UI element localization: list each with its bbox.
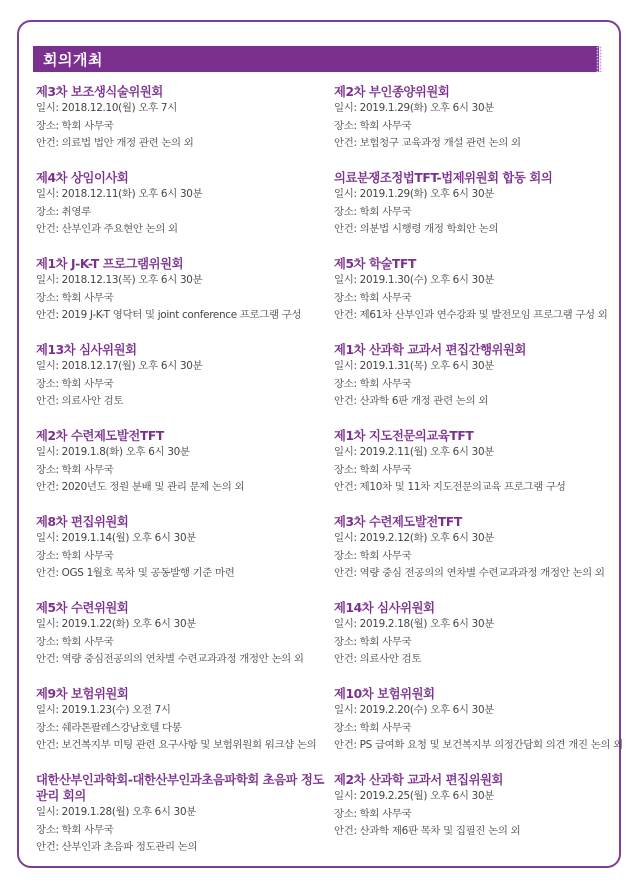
meeting-date: 일시: 2019.1.30(수) 오후 6시 30분 <box>334 274 494 286</box>
meeting-place: 장소: 학회 사무국 <box>36 635 114 648</box>
meeting-agenda: 안건: 제61차 산부인과 연수강좌 및 발전모임 프로그램 구성 외 <box>334 309 608 321</box>
meeting-agenda: 안건: 역량 중심전공의의 연차별 수련교과과정 개정안 논의 외 <box>36 653 304 665</box>
meeting-item <box>334 256 624 325</box>
meeting-title: 제8차 편집위원회 <box>36 515 129 529</box>
meeting-item <box>36 256 326 325</box>
meeting-title: 제2차 산과학 교과서 편집위원회 <box>334 773 504 787</box>
meeting-agenda: 안건: 산부인과 주요현안 논의 외 <box>36 223 178 235</box>
meeting-agenda: 안건: 의료법 법안 개정 관련 논의 외 <box>36 137 194 149</box>
meeting-place: 장소: 학회 사무국 <box>36 377 114 390</box>
meeting-place: 장소: 학회 사무국 <box>36 823 114 836</box>
meeting-title: 제10차 보험위원회 <box>334 687 435 701</box>
meeting-place: 장소: 학회 사무국 <box>334 635 412 648</box>
meeting-title: 제1차 산과학 교과서 편집간행위원회 <box>334 343 526 357</box>
meeting-date: 일시: 2019.1.28(월) 오후 6시 30분 <box>36 806 196 818</box>
meeting-item <box>36 514 326 583</box>
meeting-place: 장소: 학회 사무국 <box>36 549 114 562</box>
meeting-item <box>334 428 624 497</box>
meeting-date: 일시: 2019.1.22(화) 오후 6시 30분 <box>36 618 196 630</box>
meeting-place: 장소: 학회 사무국 <box>334 377 412 390</box>
header-dot-pattern <box>596 46 602 72</box>
meeting-item <box>36 170 326 239</box>
meeting-date: 일시: 2019.2.18(월) 오후 6시 30분 <box>334 618 494 630</box>
meeting-title: 제5차 학술TFT <box>334 257 416 271</box>
meeting-title: 제3차 수련제도발전TFT <box>334 515 462 529</box>
meeting-title: 제13차 심사위원회 <box>36 343 137 357</box>
section-title: 회의개최 <box>43 51 103 69</box>
meeting-agenda: 안건: 보건복지부 미팅 관련 요구사항 및 보험위원회 워크샵 논의 <box>36 739 317 751</box>
meeting-title: 제1차 지도전문의교육TFT <box>334 429 474 443</box>
meeting-place: 장소: 취영루 <box>36 205 91 218</box>
meeting-agenda: 안건: PS 급여화 요청 및 보건복지부 의정간담회 의견 개진 논의 외 <box>334 739 623 751</box>
meeting-place: 장소: 학회 사무국 <box>334 549 412 562</box>
meeting-item <box>36 686 326 755</box>
meeting-agenda: 안건: 의분법 시행령 개정 학회안 논의 <box>334 223 499 235</box>
meeting-place: 장소: 학회 사무국 <box>334 807 412 820</box>
meeting-place: 장소: 쉐라톤팔레스강남호텔 다봉 <box>36 721 182 734</box>
meeting-title: 의료분쟁조정법TFT-법제위원회 합동 회의 <box>334 171 553 185</box>
meeting-title: 제9차 보험위원회 <box>36 687 129 701</box>
meeting-date: 일시: 2018.12.10(월) 오후 7시 <box>36 102 177 114</box>
meeting-item <box>36 772 326 857</box>
meeting-agenda: 안건: 보험청구 교육과정 개설 관련 논의 외 <box>334 137 521 149</box>
meeting-date: 일시: 2019.1.8(화) 오후 6시 30분 <box>36 446 190 458</box>
meeting-place: 장소: 학회 사무국 <box>334 119 412 132</box>
meeting-title: 제5차 수련위원회 <box>36 601 129 615</box>
section-header <box>33 46 599 72</box>
meeting-date: 일시: 2019.2.25(월) 오후 6시 30분 <box>334 790 494 802</box>
meeting-item <box>36 342 326 411</box>
meeting-agenda: 안건: OGS 1월호 목차 및 공동발행 기준 마련 <box>36 567 235 579</box>
meeting-item <box>36 428 326 497</box>
meeting-date: 일시: 2018.12.11(화) 오후 6시 30분 <box>36 188 203 200</box>
meeting-item <box>334 772 624 841</box>
meeting-item <box>36 600 326 669</box>
meeting-item <box>334 170 624 239</box>
meeting-date: 일시: 2018.12.17(월) 오후 6시 30분 <box>36 360 203 372</box>
meeting-date: 일시: 2018.12.13(목) 오후 6시 30분 <box>36 274 203 286</box>
meeting-date: 일시: 2019.1.29(화) 오후 6시 30분 <box>334 188 494 200</box>
meeting-item <box>334 342 624 411</box>
meeting-place: 장소: 학회 사무국 <box>334 721 412 734</box>
meeting-title: 제4차 상임이사회 <box>36 171 129 185</box>
meeting-place: 장소: 학회 사무국 <box>334 291 412 304</box>
meeting-place: 장소: 학회 사무국 <box>36 463 114 476</box>
meeting-agenda: 안건: 역량 중심 전공의의 연차별 수련교과과정 개정안 논의 외 <box>334 567 605 579</box>
meeting-date: 일시: 2019.1.29(화) 오후 6시 30분 <box>334 102 494 114</box>
meeting-date: 일시: 2019.1.23(수) 오전 7시 <box>36 704 171 716</box>
meeting-date: 일시: 2019.1.14(월) 오후 6시 30분 <box>36 532 196 544</box>
meeting-agenda: 안건: 산과학 제6판 목차 및 집필진 논의 외 <box>334 825 521 837</box>
meeting-place: 장소: 학회 사무국 <box>36 291 114 304</box>
meeting-item <box>334 686 624 755</box>
meeting-title: 제2차 수련제도발전TFT <box>36 429 164 443</box>
meeting-place: 장소: 학회 사무국 <box>334 463 412 476</box>
meeting-agenda: 안건: 의료사안 검토 <box>334 653 422 665</box>
meeting-agenda: 안건: 2020년도 정원 분배 및 관리 문제 논의 외 <box>36 481 245 493</box>
meeting-date: 일시: 2019.2.12(화) 오후 6시 30분 <box>334 532 494 544</box>
meeting-item <box>334 600 624 669</box>
meeting-agenda: 안건: 2019 J-K-T 영닥터 및 joint conference 프로그램 구성 <box>36 309 302 321</box>
meeting-title: 제14차 심사위원회 <box>334 601 435 615</box>
meeting-title: 제3차 보조생식술위원회 <box>36 85 163 99</box>
meeting-title: 제2차 부인종양위원회 <box>334 85 450 99</box>
meeting-agenda: 안건: 의료사안 검토 <box>36 395 124 407</box>
meeting-item <box>334 84 624 153</box>
meeting-title: 대한산부인과학회-대한산부인과초음파학회 초음파 정도관리 회의 <box>36 773 324 803</box>
meeting-date: 일시: 2019.1.31(목) 오후 6시 30분 <box>334 360 494 372</box>
meeting-title: 제1차 J-K-T 프로그램위원회 <box>36 257 184 271</box>
meeting-agenda: 안건: 산과학 6판 개정 관련 논의 외 <box>334 395 489 407</box>
meeting-item <box>334 514 624 583</box>
meeting-date: 일시: 2019.2.20(수) 오후 6시 30분 <box>334 704 494 716</box>
meeting-date: 일시: 2019.2.11(월) 오후 6시 30분 <box>334 446 494 458</box>
meeting-agenda: 안건: 산부인과 초음파 정도관리 논의 <box>36 841 198 853</box>
meeting-place: 장소: 학회 사무국 <box>334 205 412 218</box>
meeting-item <box>36 84 326 153</box>
meeting-agenda: 안건: 제10차 및 11차 지도전문의교육 프로그램 구성 <box>334 481 566 493</box>
meeting-place: 장소: 학회 사무국 <box>36 119 114 132</box>
